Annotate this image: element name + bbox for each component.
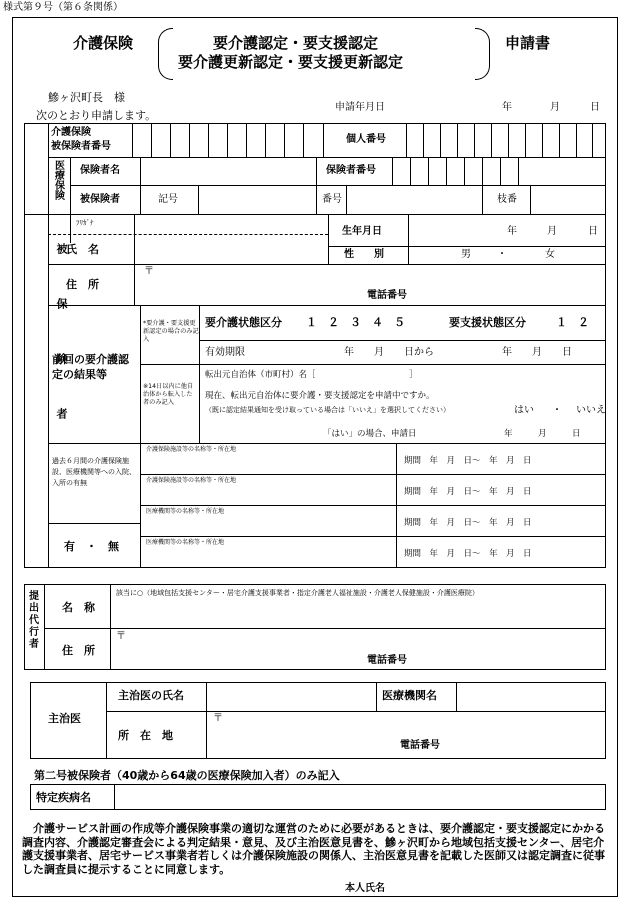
facility-label: 過去６月間の介護保険施設、医療機関等への入院、入所の有無 — [52, 457, 136, 487]
birth-day: 日 — [588, 226, 598, 237]
line — [48, 214, 49, 568]
yes-case-date[interactable]: 年 月 日 — [504, 429, 581, 439]
line — [376, 682, 377, 711]
application-month: 月 — [550, 102, 560, 113]
title-line1: 要介護認定・要支援認定 — [213, 34, 379, 52]
name-label: 氏 名 — [66, 243, 99, 256]
number-input[interactable] — [347, 186, 482, 213]
name-input[interactable] — [135, 236, 327, 263]
title-suffix: 申請書 — [505, 34, 551, 52]
branch-input[interactable] — [531, 186, 606, 213]
address-input[interactable] — [158, 266, 598, 288]
line — [106, 711, 606, 712]
doctor-name-input[interactable] — [207, 683, 375, 710]
doctor-phone-input[interactable] — [460, 739, 600, 755]
agent-postal-mark: 〒 — [116, 631, 126, 642]
transfer-hint: （既に認定結果通知を受け取っている場合は「いいえ」を選択してください） — [205, 406, 450, 414]
facility-row-period: 期間 年 月 日～ 年 月 日 — [404, 487, 532, 497]
agent-name-label: 名 称 — [62, 601, 95, 614]
insured-number-label: 介護保険 被保険者番号 — [51, 127, 111, 152]
birth-year: 年 — [507, 226, 517, 237]
line — [316, 185, 317, 214]
line — [316, 157, 317, 185]
doctor-postal-mark: 〒 — [213, 713, 223, 724]
care-level-options[interactable]: １ ２ ３ ４ ５ — [306, 316, 405, 329]
yes-case-label: 「はい」の場合、申請日 — [323, 429, 417, 439]
application-year: 年 — [502, 102, 512, 113]
support-level-options[interactable]: １ ２ — [556, 316, 589, 329]
furigana-label: ﾌﾘｶﾞﾅ — [76, 219, 94, 227]
transfer-question: 現在、転出元自治体に要介護・要支援認定を申請中ですか。 — [205, 391, 435, 401]
validity-label: 有効期限 — [205, 347, 245, 358]
validity-from: 年 月 日から — [344, 347, 434, 358]
agent-side-label: 提出代行者 — [29, 591, 39, 650]
symbol-input[interactable] — [199, 186, 316, 213]
renewal-note: *要介護・要支援更新認定の場合のみ記入 — [143, 320, 199, 343]
insured-number-input[interactable] — [132, 123, 324, 157]
sex-label: 性 別 — [344, 249, 384, 260]
facility-row-name: 介護保険施設等の名称等・所在地 — [146, 446, 237, 453]
transfer-origin[interactable]: 転出元自治体（市町村）名［ ］ — [205, 370, 418, 380]
line — [106, 682, 107, 759]
insurer-name-label: 保険者名 — [80, 165, 120, 176]
consent-text: 介護サービス計画の作成等介護保険事業の適切な運営のために必要があるときは、要介護認定・要支援認定にかかる調査内容、介護認定審査会による判定結果・意見、及び主治医意見書を、鰺ヶ沢町から地域包括支援センター、居宅介護支援事業者、居宅サービス事業者若しくは介護保険施設の関係人、主治医意見書を記載した医師又は認定調査に従事した調査員に提示することに同意します。 — [22, 822, 605, 876]
insurer-number-label: 保険者番号 — [326, 165, 376, 176]
facility-row[interactable] — [140, 505, 606, 536]
application-day: 日 — [590, 102, 600, 113]
facility-rows — [140, 443, 606, 568]
address-label: 住 所 — [66, 278, 99, 291]
line — [70, 185, 606, 186]
line — [199, 305, 200, 443]
facility-yes-no[interactable]: 有 ・ 無 — [64, 540, 119, 553]
agent-address-label: 住 所 — [62, 644, 95, 657]
title-prefix: 介護保険 — [73, 34, 134, 52]
agent-address-input[interactable] — [130, 631, 600, 651]
phone-label: 電話番号 — [367, 290, 407, 301]
line — [48, 264, 606, 265]
title-line2: 要介護更新認定・要支援更新認定 — [178, 53, 404, 71]
transfer-separator: ・ — [552, 405, 562, 416]
previous-result-label: 前回の要介護認定の結果等 — [52, 353, 129, 381]
sex-separator: ・ — [497, 249, 507, 260]
facility-row[interactable] — [140, 443, 606, 474]
line — [199, 340, 606, 341]
sex-female-option[interactable]: 女 — [545, 249, 555, 260]
line — [44, 628, 606, 629]
disease-label: 特定疾病名 — [36, 791, 91, 804]
signature-label: 本人氏名 — [345, 883, 385, 894]
bracket-left — [158, 28, 173, 80]
insurer-name-input[interactable] — [141, 158, 316, 184]
personal-number-label: 個人番号 — [346, 134, 386, 145]
birthdate-label: 生年月日 — [342, 226, 382, 237]
agent-name-input[interactable] — [112, 600, 602, 626]
line — [44, 584, 45, 670]
second-insured-heading: 第二号被保険者（40歳から64歳の医療保険加入者）のみ記入 — [34, 769, 340, 782]
branch-label: 枝番 — [497, 194, 517, 205]
insured-side-label — [30, 243, 68, 491]
facility-row-period: 期間 年 月 日～ 年 月 日 — [404, 518, 532, 528]
doctor-phone-label: 電話番号 — [400, 740, 440, 751]
support-level-label: 要支援状態区分 — [449, 316, 526, 329]
institution-input[interactable] — [457, 683, 605, 710]
agent-category-note[interactable]: 該当に○（地域包括支援センター・居宅介護支援事業者・指定介護老人福祉施設・介護老人保健施設・介護医療院） — [116, 589, 479, 597]
doctor-address-label: 所 在 地 — [118, 729, 173, 742]
insurer-number-input[interactable] — [392, 157, 606, 185]
number-label: 番号 — [322, 194, 342, 205]
line — [48, 523, 140, 524]
line — [48, 305, 606, 306]
line — [70, 157, 71, 243]
insured-side-text: 被保険者 — [55, 243, 68, 463]
facility-row-name: 医療機関等の名称等・所在地 — [146, 508, 225, 515]
furigana-divider — [48, 234, 328, 235]
form-number: 様式第９号（第６条関係） — [3, 2, 123, 13]
transfer-no-option[interactable]: いいえ — [576, 405, 606, 416]
care-level-label: 要介護状態区分 — [205, 316, 282, 329]
line — [328, 214, 329, 264]
line — [140, 185, 141, 214]
validity-to: 年 月 日 — [502, 347, 572, 358]
birth-month: 月 — [547, 226, 557, 237]
transfer-note: ※14日以内に他自治体から転入した者のみ記入 — [143, 383, 194, 406]
line — [134, 264, 135, 305]
signature-input[interactable] — [400, 880, 600, 894]
line — [140, 305, 141, 443]
medical-insurance-side-label: 医療保険 — [52, 160, 64, 200]
furigana-input[interactable] — [135, 215, 327, 233]
disease-input[interactable] — [115, 785, 605, 809]
insured-person-label: 被保険者 — [80, 194, 120, 205]
request-line: 次のとおり申請します。 — [36, 109, 157, 122]
line — [408, 214, 409, 264]
bracket-right — [475, 28, 490, 80]
facility-row-name: 介護保険施設等の名称等・所在地 — [146, 477, 237, 484]
line — [140, 364, 606, 365]
symbol-label: 記号 — [158, 194, 178, 205]
facility-row[interactable] — [140, 536, 606, 567]
doctor-label: 主治医 — [48, 712, 81, 725]
facility-row-name: 医療機関等の名称等・所在地 — [146, 539, 225, 546]
line — [482, 185, 483, 214]
personal-number-input[interactable] — [406, 123, 606, 157]
postal-mark: 〒 — [144, 266, 154, 277]
facility-row[interactable] — [140, 474, 606, 505]
application-date-label: 申請年月日 — [335, 102, 385, 113]
institution-label: 医療機関名 — [382, 689, 437, 702]
phone-input[interactable] — [430, 289, 600, 303]
agent-phone-input[interactable] — [430, 654, 600, 668]
transfer-yes-option[interactable]: はい — [514, 405, 534, 416]
facility-row-period: 期間 年 月 日～ 年 月 日 — [404, 549, 532, 559]
addressee: 鰺ヶ沢町長 様 — [48, 91, 125, 104]
agent-phone-label: 電話番号 — [367, 655, 407, 666]
facility-row-period: 期間 年 月 日～ 年 月 日 — [404, 456, 532, 466]
sex-male-option[interactable]: 男 — [461, 249, 471, 260]
line — [110, 584, 111, 670]
line — [328, 246, 606, 247]
doctor-name-label: 主治医の氏名 — [118, 689, 184, 702]
doctor-address-input[interactable] — [226, 713, 602, 733]
